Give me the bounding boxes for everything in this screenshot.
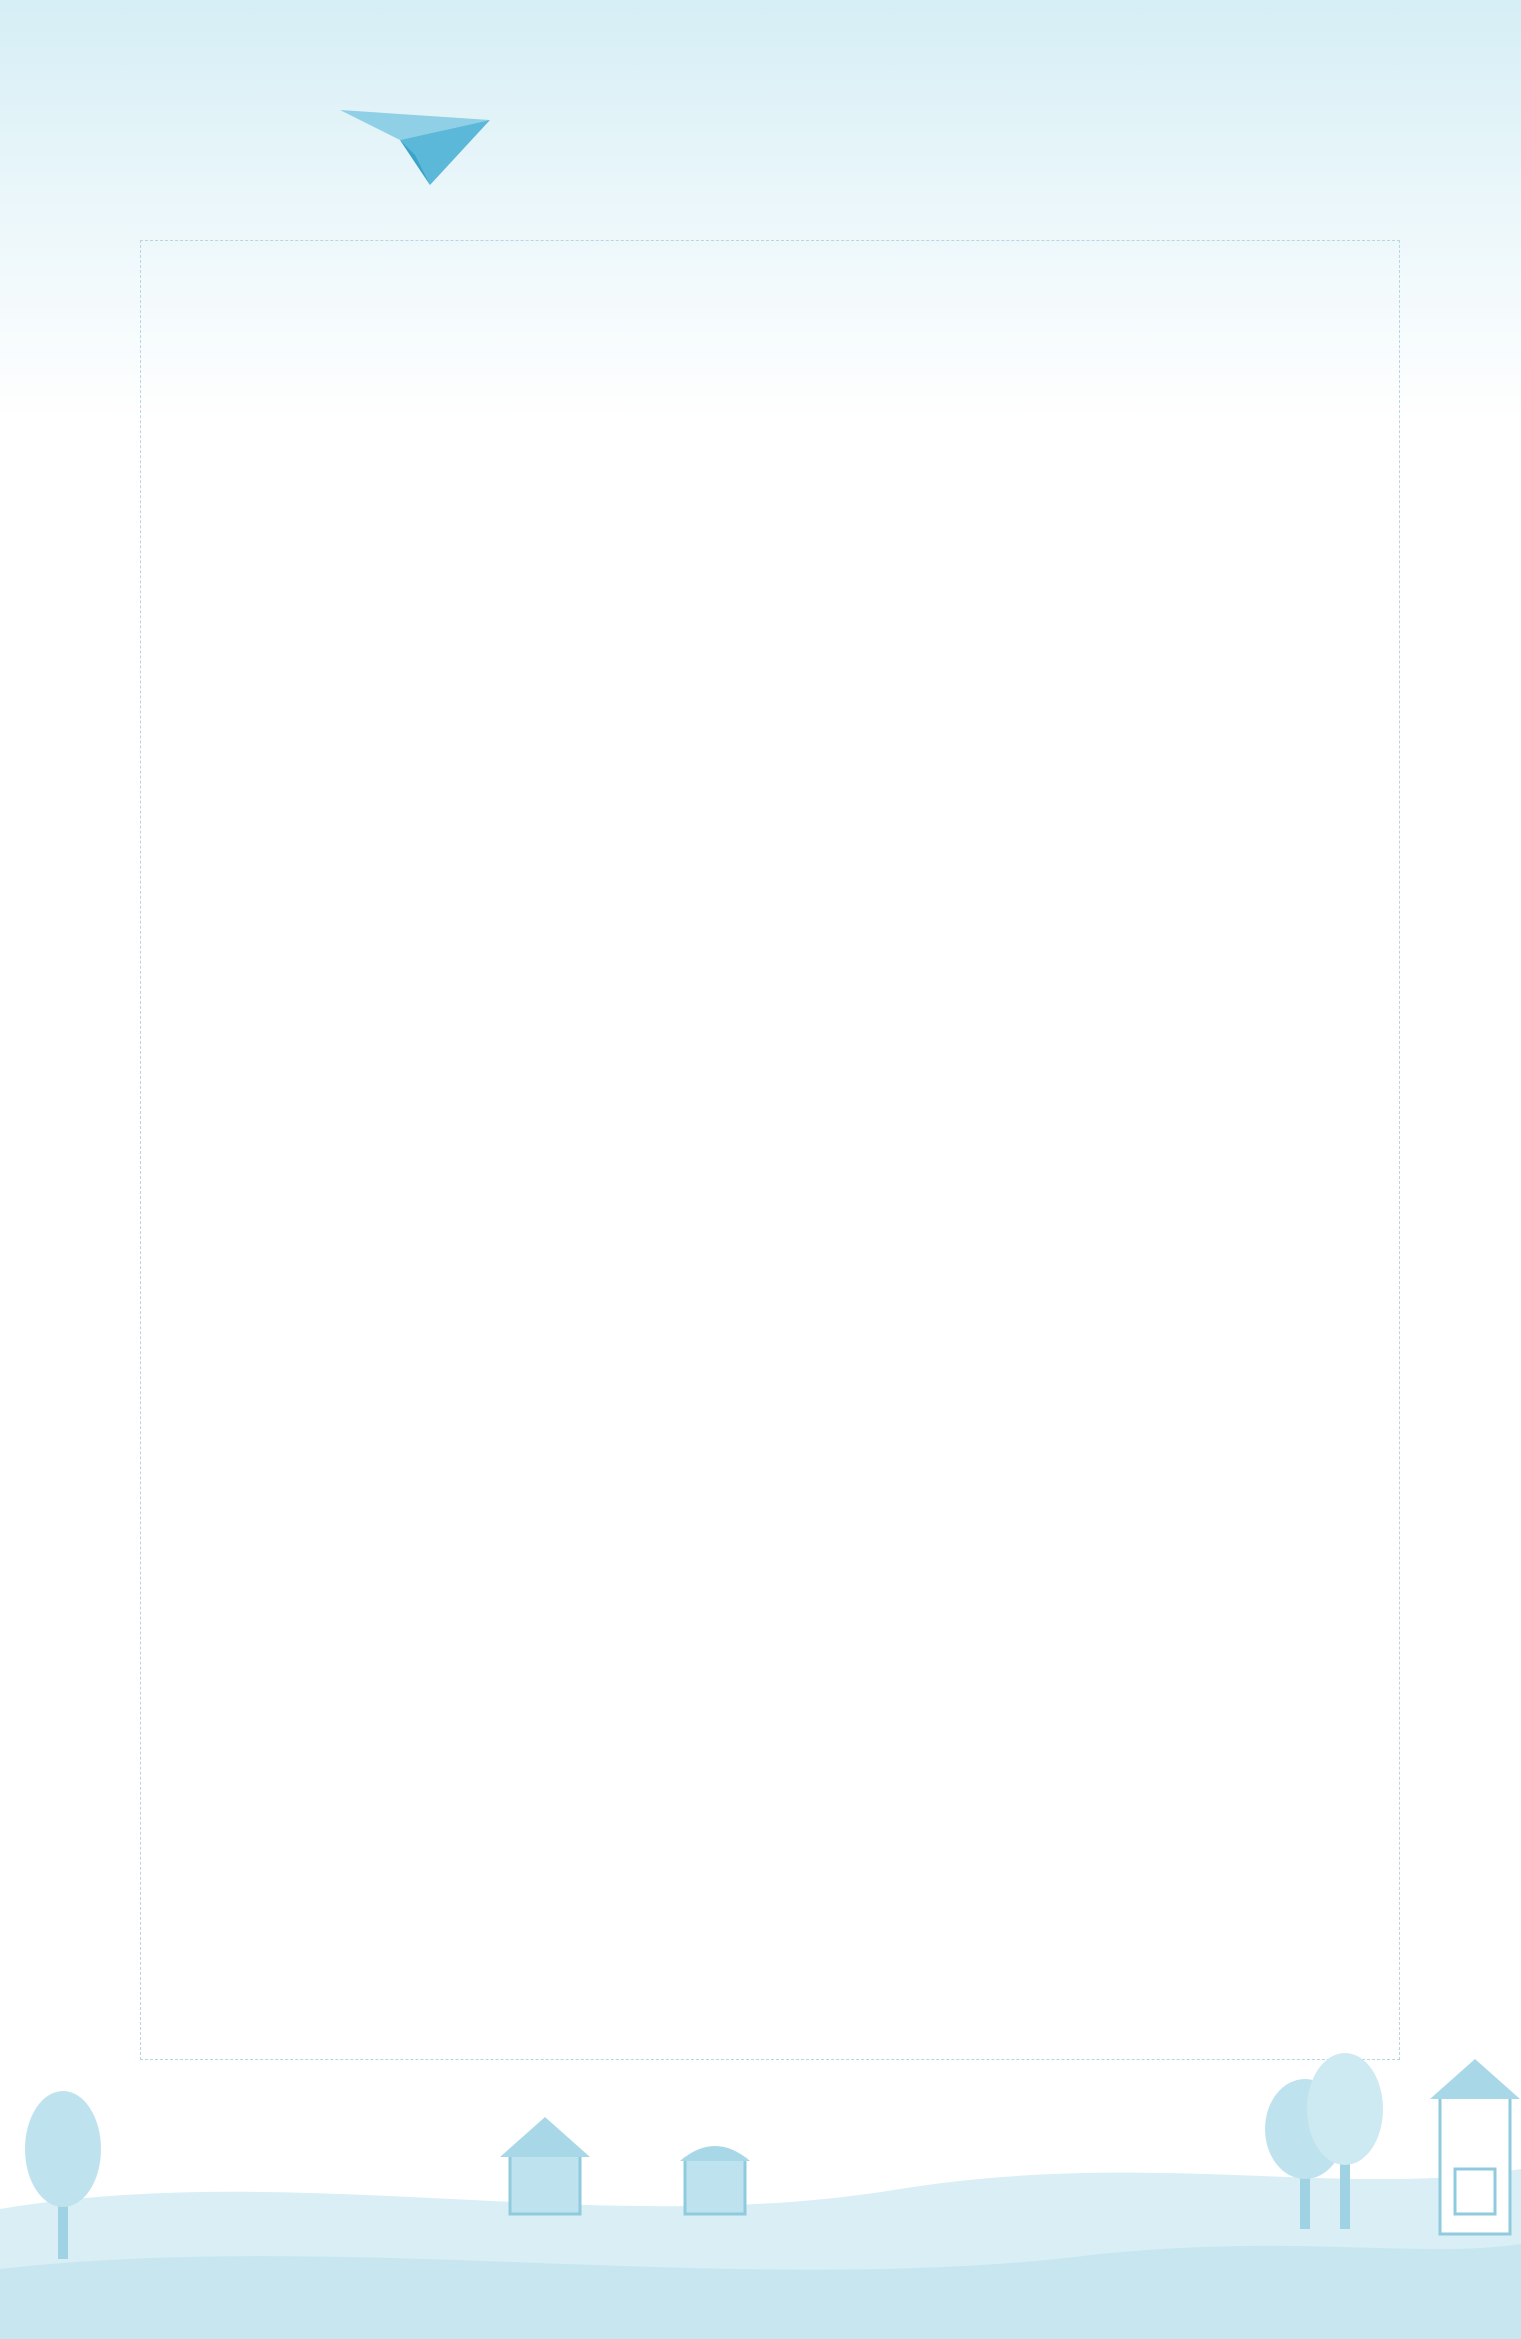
house-icon [680, 2146, 750, 2214]
house-icon [1430, 2059, 1520, 2234]
paper-plane-icon [340, 100, 490, 190]
footer-landscape [0, 2039, 1521, 2339]
house-icon [500, 2117, 590, 2214]
answer-text-region [140, 240, 1400, 2060]
